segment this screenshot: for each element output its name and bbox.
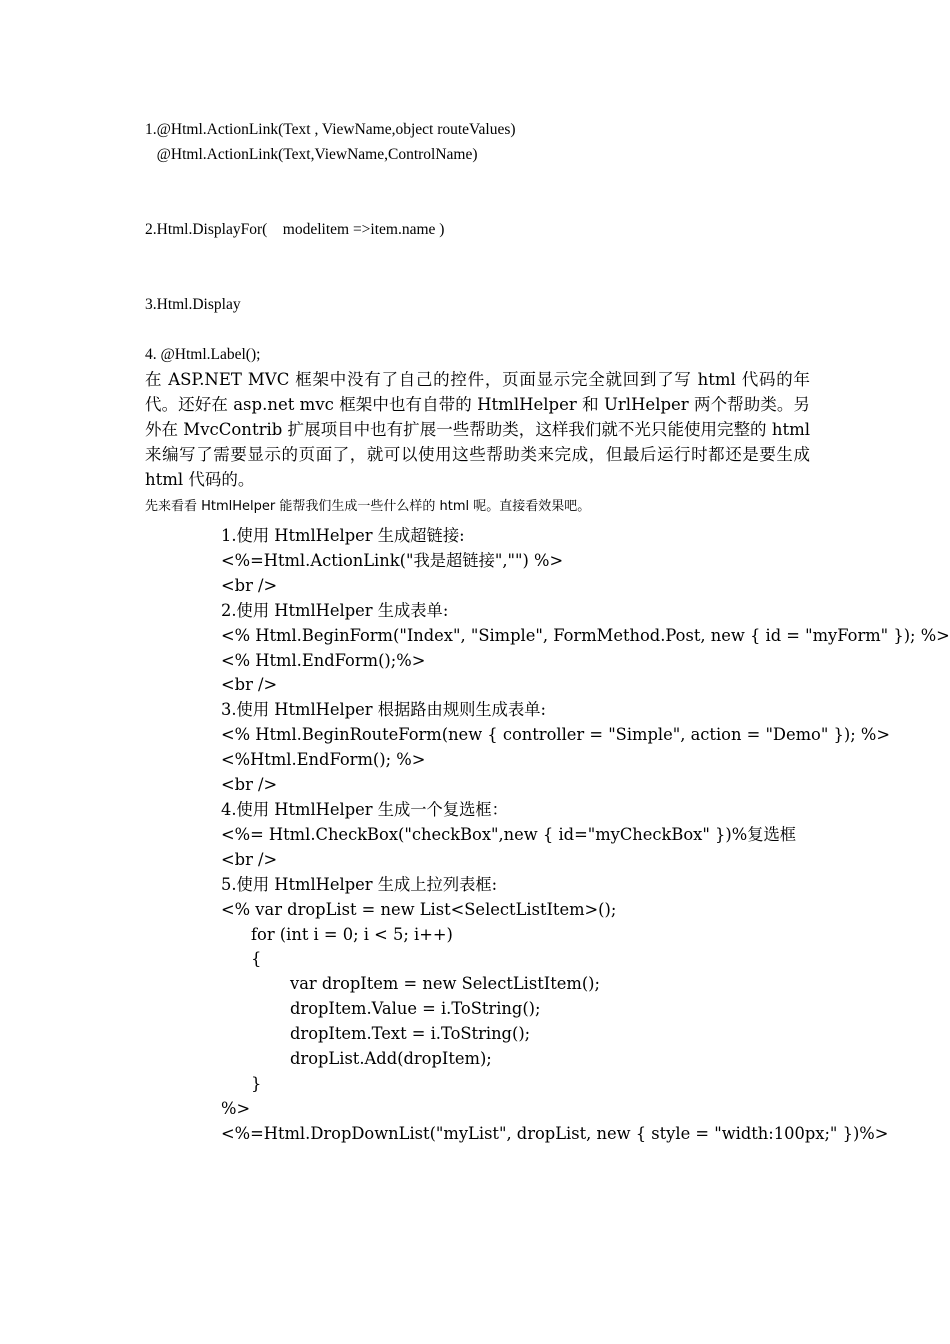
code-line: } [251, 1073, 262, 1093]
heading-3: 3.Html.Display [145, 296, 241, 313]
code-line: 5.使用 HtmlHelper 生成上拉列表框: [221, 874, 498, 894]
code-line: dropItem.Text = i.ToString(); [290, 1024, 531, 1044]
code-line: <br /> [221, 575, 278, 595]
code-line: <%=Html.DropDownList("myList", dropList, new { style = "width:100px;" })%> [221, 1123, 889, 1143]
heading-2: 2.Html.DisplayFor( modelitem =>item.name ) [145, 221, 445, 238]
heading-4: 4. @Html.Label(); [145, 346, 261, 363]
code-line: 1.使用 HtmlHelper 生成超链接: [221, 526, 465, 545]
document-page [145, 117, 950, 1147]
code-line: <br /> [221, 675, 278, 695]
code-line: <%=Html.ActionLink("我是超链接","") %> [221, 550, 564, 570]
heading-1: 1.@Html.ActionLink(Text , ViewName,object routeValues) [145, 121, 516, 138]
code-line: 4.使用 HtmlHelper 生成一个复选框： [221, 799, 508, 819]
code-line: dropItem.Value = i.ToString(); [290, 999, 541, 1019]
code-line: <br /> [221, 775, 278, 795]
code-line: %> [221, 1098, 251, 1118]
code-line: { [251, 949, 262, 969]
code-line: dropList.Add(dropItem); [290, 1049, 492, 1069]
code-line: <br /> [221, 849, 278, 869]
code-line: <% var dropList = new List<SelectListItem>(); [221, 899, 617, 919]
code-line: <% Html.BeginForm("Index", "Simple", FormMethod.Post, new { id = "myForm" }); %> [221, 625, 950, 645]
code-line: <%= Html.CheckBox("checkBox",new { id="myCheckBox" })%复选框 [221, 824, 797, 844]
heading-1-alt: @Html.ActionLink(Text,ViewName,ControlName) [145, 146, 478, 163]
code-line: 3.使用 HtmlHelper 根据路由规则生成表单: [221, 700, 547, 720]
lead-line: 先来看看 HtmlHelper 能帮我们生成一些什么样的 html 呢。直接看效果吧。 [145, 499, 591, 514]
code-line: var dropItem = new SelectListItem(); [290, 974, 601, 994]
intro-paragraph: 在 ASP.NET MVC 框架中没有了自己的控件，页面显示完全就回到了写 html 代码的年代。还好在 asp.net mvc 框架中也有自带的 HtmlHelper 和 UrlHelper 两个帮助类。另外在 MvcContrib 扩展项目中也有扩展一些帮助类，这样我们就不光只能使用完整的 html 来编写了需要显示的页面了，就可以使用这些帮助类来完成，但最后运行时都还是要生成 html 代码的。 [145, 370, 810, 489]
code-line: <% Html.BeginRouteForm(new { controller = "Simple", action = "Demo" }); %> [221, 725, 891, 745]
code-block [145, 524, 950, 1147]
code-line: <% Html.EndForm();%> [221, 650, 426, 670]
code-line: 2.使用 HtmlHelper 生成表单: [221, 600, 449, 620]
code-line: for (int i = 0; i < 5; i++) [251, 924, 453, 944]
code-line: <%Html.EndForm(); %> [221, 750, 426, 770]
